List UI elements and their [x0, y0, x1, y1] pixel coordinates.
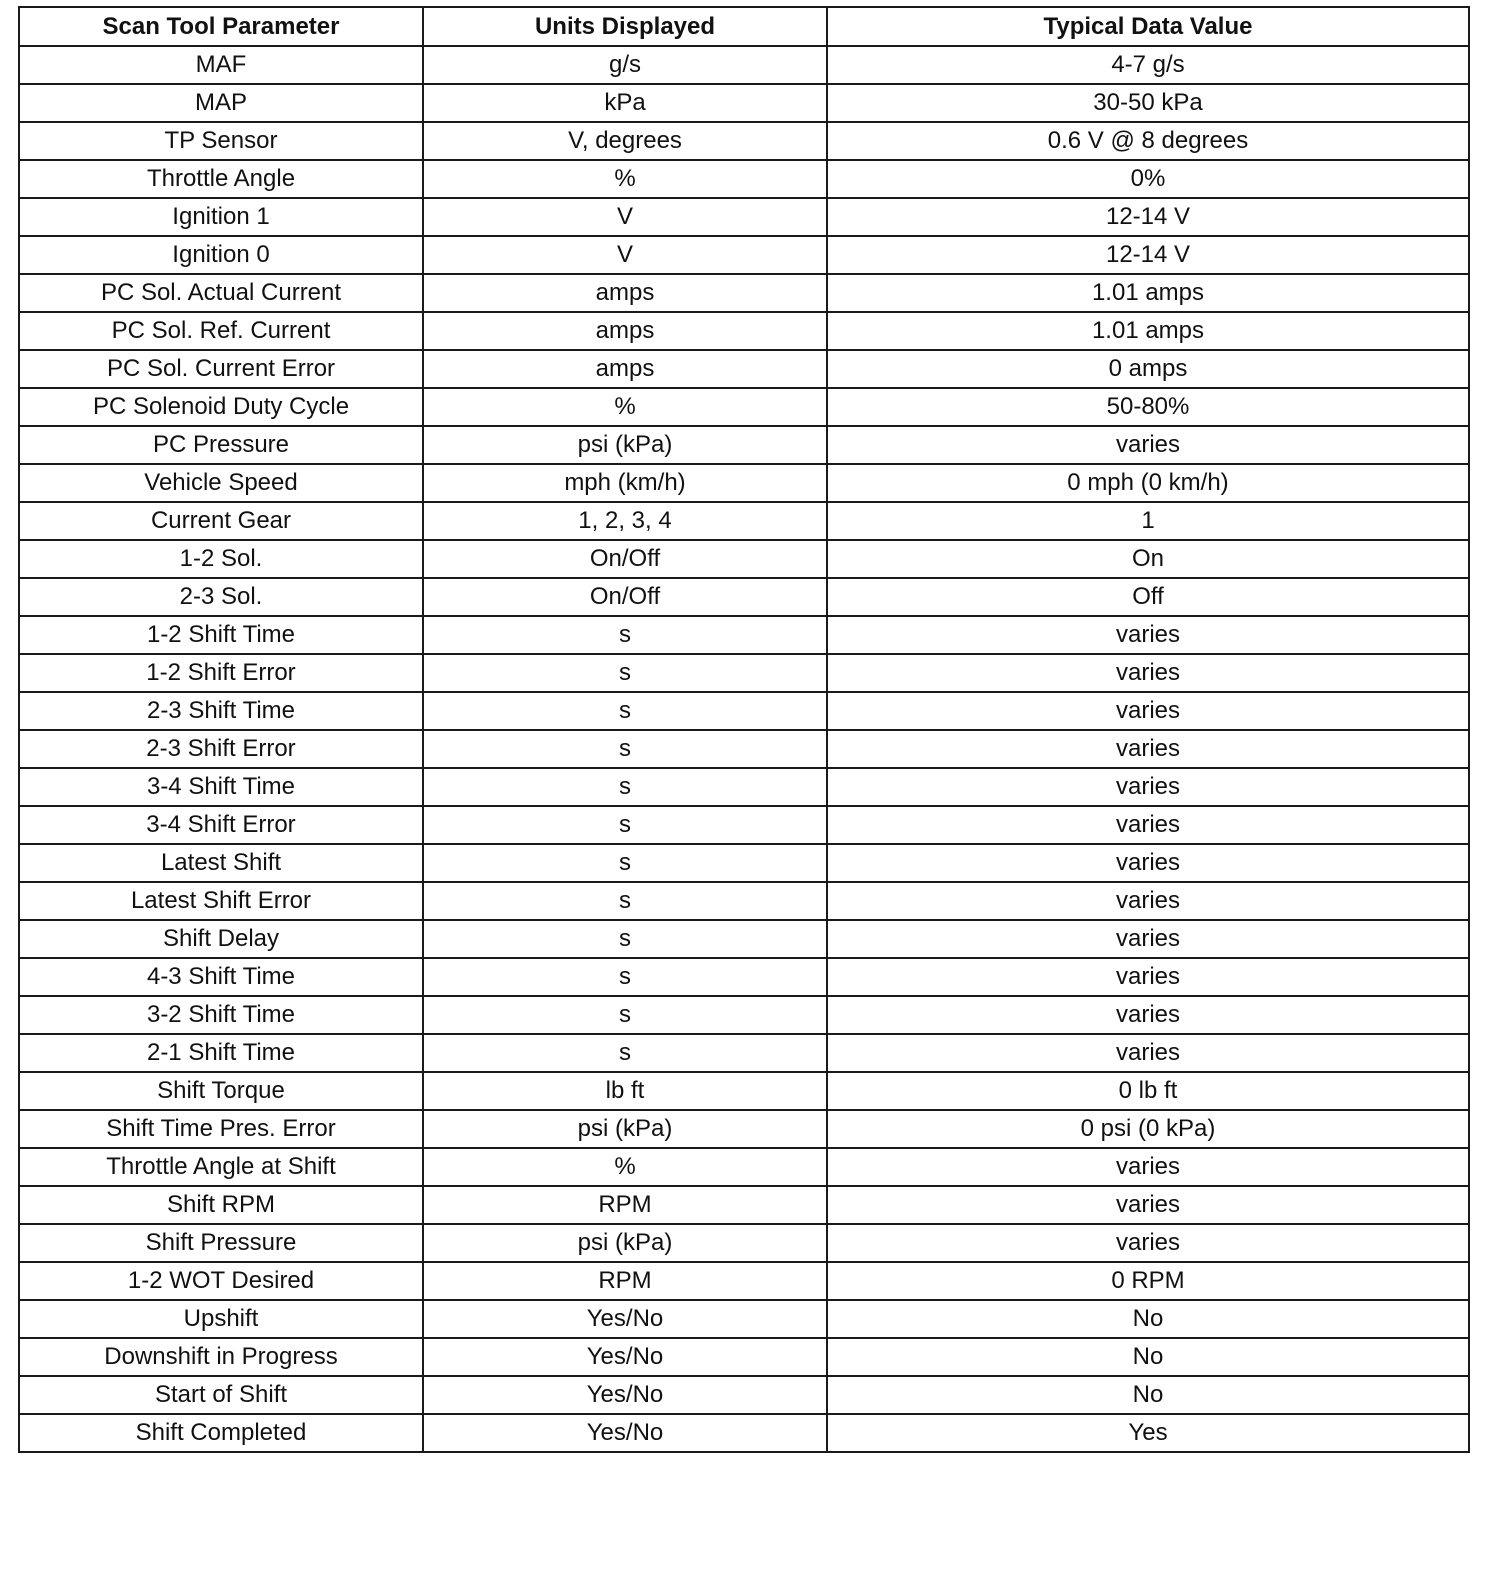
parameter-cell: Shift RPM: [19, 1186, 423, 1224]
table-row: [19, 1110, 1469, 1148]
parameter-cell: Latest Shift: [19, 844, 423, 882]
typical-value-cell: 1.01 amps: [827, 274, 1469, 312]
table-row: [19, 1338, 1469, 1376]
table-row: [19, 1148, 1469, 1186]
table-row: [19, 502, 1469, 540]
units-cell: psi (kPa): [423, 1224, 827, 1262]
typical-value-cell: 1.01 amps: [827, 312, 1469, 350]
table-row: [19, 1072, 1469, 1110]
parameter-cell: Shift Torque: [19, 1072, 423, 1110]
table-row: [19, 160, 1469, 198]
units-cell: s: [423, 958, 827, 996]
units-cell: kPa: [423, 84, 827, 122]
typical-value-cell: 12-14 V: [827, 198, 1469, 236]
units-cell: 1, 2, 3, 4: [423, 502, 827, 540]
typical-value-cell: varies: [827, 692, 1469, 730]
units-cell: s: [423, 996, 827, 1034]
units-cell: V: [423, 236, 827, 274]
parameter-cell: 2-3 Shift Time: [19, 692, 423, 730]
units-cell: RPM: [423, 1186, 827, 1224]
typical-value-cell: 0 RPM: [827, 1262, 1469, 1300]
table-row: [19, 1300, 1469, 1338]
units-cell: V, degrees: [423, 122, 827, 160]
units-cell: s: [423, 768, 827, 806]
units-cell: %: [423, 388, 827, 426]
units-cell: s: [423, 1034, 827, 1072]
header-scan-tool-parameter: Scan Tool Parameter: [19, 7, 423, 46]
parameter-cell: PC Sol. Actual Current: [19, 274, 423, 312]
table-row: [19, 1414, 1469, 1452]
table-row: [19, 730, 1469, 768]
typical-value-cell: 0 lb ft: [827, 1072, 1469, 1110]
parameter-cell: 3-4 Shift Error: [19, 806, 423, 844]
units-cell: s: [423, 806, 827, 844]
typical-value-cell: Yes: [827, 1414, 1469, 1452]
units-cell: s: [423, 882, 827, 920]
table-row: [19, 350, 1469, 388]
parameter-cell: PC Pressure: [19, 426, 423, 464]
parameter-cell: 1-2 Sol.: [19, 540, 423, 578]
header-units-displayed: Units Displayed: [423, 7, 827, 46]
table-row: [19, 122, 1469, 160]
table-row: [19, 540, 1469, 578]
units-cell: lb ft: [423, 1072, 827, 1110]
typical-value-cell: varies: [827, 616, 1469, 654]
table-row: [19, 844, 1469, 882]
units-cell: Yes/No: [423, 1338, 827, 1376]
table-row: [19, 882, 1469, 920]
parameter-cell: 2-1 Shift Time: [19, 1034, 423, 1072]
table-row: [19, 806, 1469, 844]
parameter-cell: PC Solenoid Duty Cycle: [19, 388, 423, 426]
typical-value-cell: 0%: [827, 160, 1469, 198]
table-row: [19, 692, 1469, 730]
units-cell: g/s: [423, 46, 827, 84]
units-cell: psi (kPa): [423, 426, 827, 464]
units-cell: On/Off: [423, 578, 827, 616]
parameter-cell: Throttle Angle: [19, 160, 423, 198]
table-header: [19, 7, 1469, 46]
typical-value-cell: varies: [827, 882, 1469, 920]
parameter-cell: Upshift: [19, 1300, 423, 1338]
typical-value-cell: No: [827, 1338, 1469, 1376]
typical-value-cell: varies: [827, 1224, 1469, 1262]
table-row: [19, 958, 1469, 996]
table-row: [19, 768, 1469, 806]
typical-value-cell: varies: [827, 426, 1469, 464]
parameter-cell: Vehicle Speed: [19, 464, 423, 502]
parameter-cell: MAF: [19, 46, 423, 84]
typical-value-cell: 12-14 V: [827, 236, 1469, 274]
units-cell: s: [423, 692, 827, 730]
table-row: [19, 1186, 1469, 1224]
typical-value-cell: varies: [827, 654, 1469, 692]
units-cell: V: [423, 198, 827, 236]
parameter-cell: 1-2 Shift Time: [19, 616, 423, 654]
parameter-cell: Shift Pressure: [19, 1224, 423, 1262]
parameter-cell: 3-4 Shift Time: [19, 768, 423, 806]
table-row: [19, 654, 1469, 692]
units-cell: psi (kPa): [423, 1110, 827, 1148]
parameter-cell: Downshift in Progress: [19, 1338, 423, 1376]
typical-value-cell: varies: [827, 996, 1469, 1034]
table-row: [19, 616, 1469, 654]
table-row: [19, 312, 1469, 350]
table-row: [19, 274, 1469, 312]
table-row: [19, 578, 1469, 616]
table-row: [19, 464, 1469, 502]
typical-value-cell: varies: [827, 730, 1469, 768]
parameter-cell: TP Sensor: [19, 122, 423, 160]
typical-value-cell: varies: [827, 920, 1469, 958]
header-row: [19, 7, 1469, 46]
units-cell: amps: [423, 274, 827, 312]
units-cell: s: [423, 616, 827, 654]
parameter-cell: 2-3 Sol.: [19, 578, 423, 616]
table-row: [19, 84, 1469, 122]
units-cell: s: [423, 844, 827, 882]
units-cell: Yes/No: [423, 1376, 827, 1414]
units-cell: On/Off: [423, 540, 827, 578]
parameter-cell: Latest Shift Error: [19, 882, 423, 920]
typical-value-cell: 50-80%: [827, 388, 1469, 426]
parameter-cell: Shift Time Pres. Error: [19, 1110, 423, 1148]
units-cell: s: [423, 920, 827, 958]
units-cell: amps: [423, 350, 827, 388]
typical-value-cell: No: [827, 1376, 1469, 1414]
typical-value-cell: 0 amps: [827, 350, 1469, 388]
parameter-cell: Throttle Angle at Shift: [19, 1148, 423, 1186]
table-body: [19, 46, 1469, 1452]
typical-value-cell: 0.6 V @ 8 degrees: [827, 122, 1469, 160]
table-row: [19, 1224, 1469, 1262]
units-cell: s: [423, 654, 827, 692]
parameter-cell: Start of Shift: [19, 1376, 423, 1414]
table-row: [19, 198, 1469, 236]
units-cell: mph (km/h): [423, 464, 827, 502]
typical-value-cell: 30-50 kPa: [827, 84, 1469, 122]
parameter-cell: 2-3 Shift Error: [19, 730, 423, 768]
typical-value-cell: 0 psi (0 kPa): [827, 1110, 1469, 1148]
parameter-cell: MAP: [19, 84, 423, 122]
units-cell: Yes/No: [423, 1300, 827, 1338]
typical-value-cell: 0 mph (0 km/h): [827, 464, 1469, 502]
table-row: [19, 1034, 1469, 1072]
units-cell: %: [423, 160, 827, 198]
typical-value-cell: 1: [827, 502, 1469, 540]
units-cell: amps: [423, 312, 827, 350]
table-row: [19, 426, 1469, 464]
typical-value-cell: No: [827, 1300, 1469, 1338]
typical-value-cell: varies: [827, 768, 1469, 806]
typical-value-cell: varies: [827, 1034, 1469, 1072]
table-row: [19, 996, 1469, 1034]
parameter-cell: 1-2 WOT Desired: [19, 1262, 423, 1300]
parameter-cell: 4-3 Shift Time: [19, 958, 423, 996]
table-row: [19, 920, 1469, 958]
parameter-cell: Current Gear: [19, 502, 423, 540]
parameter-cell: 1-2 Shift Error: [19, 654, 423, 692]
table-row: [19, 388, 1469, 426]
parameter-cell: PC Sol. Ref. Current: [19, 312, 423, 350]
units-cell: RPM: [423, 1262, 827, 1300]
units-cell: Yes/No: [423, 1414, 827, 1452]
typical-value-cell: varies: [827, 958, 1469, 996]
parameter-cell: 3-2 Shift Time: [19, 996, 423, 1034]
parameter-cell: Shift Completed: [19, 1414, 423, 1452]
parameter-cell: PC Sol. Current Error: [19, 350, 423, 388]
table-row: [19, 1262, 1469, 1300]
header-typical-data-value: Typical Data Value: [827, 7, 1469, 46]
typical-value-cell: varies: [827, 806, 1469, 844]
parameter-cell: Ignition 1: [19, 198, 423, 236]
typical-value-cell: On: [827, 540, 1469, 578]
typical-value-cell: varies: [827, 1148, 1469, 1186]
table-row: [19, 46, 1469, 84]
scan-tool-data-table: [18, 6, 1470, 1453]
typical-value-cell: 4-7 g/s: [827, 46, 1469, 84]
typical-value-cell: varies: [827, 844, 1469, 882]
typical-value-cell: Off: [827, 578, 1469, 616]
scan-tool-data-table-container: [18, 6, 1468, 1453]
table-row: [19, 1376, 1469, 1414]
table-row: [19, 236, 1469, 274]
typical-value-cell: varies: [827, 1186, 1469, 1224]
parameter-cell: Shift Delay: [19, 920, 423, 958]
parameter-cell: Ignition 0: [19, 236, 423, 274]
units-cell: %: [423, 1148, 827, 1186]
units-cell: s: [423, 730, 827, 768]
